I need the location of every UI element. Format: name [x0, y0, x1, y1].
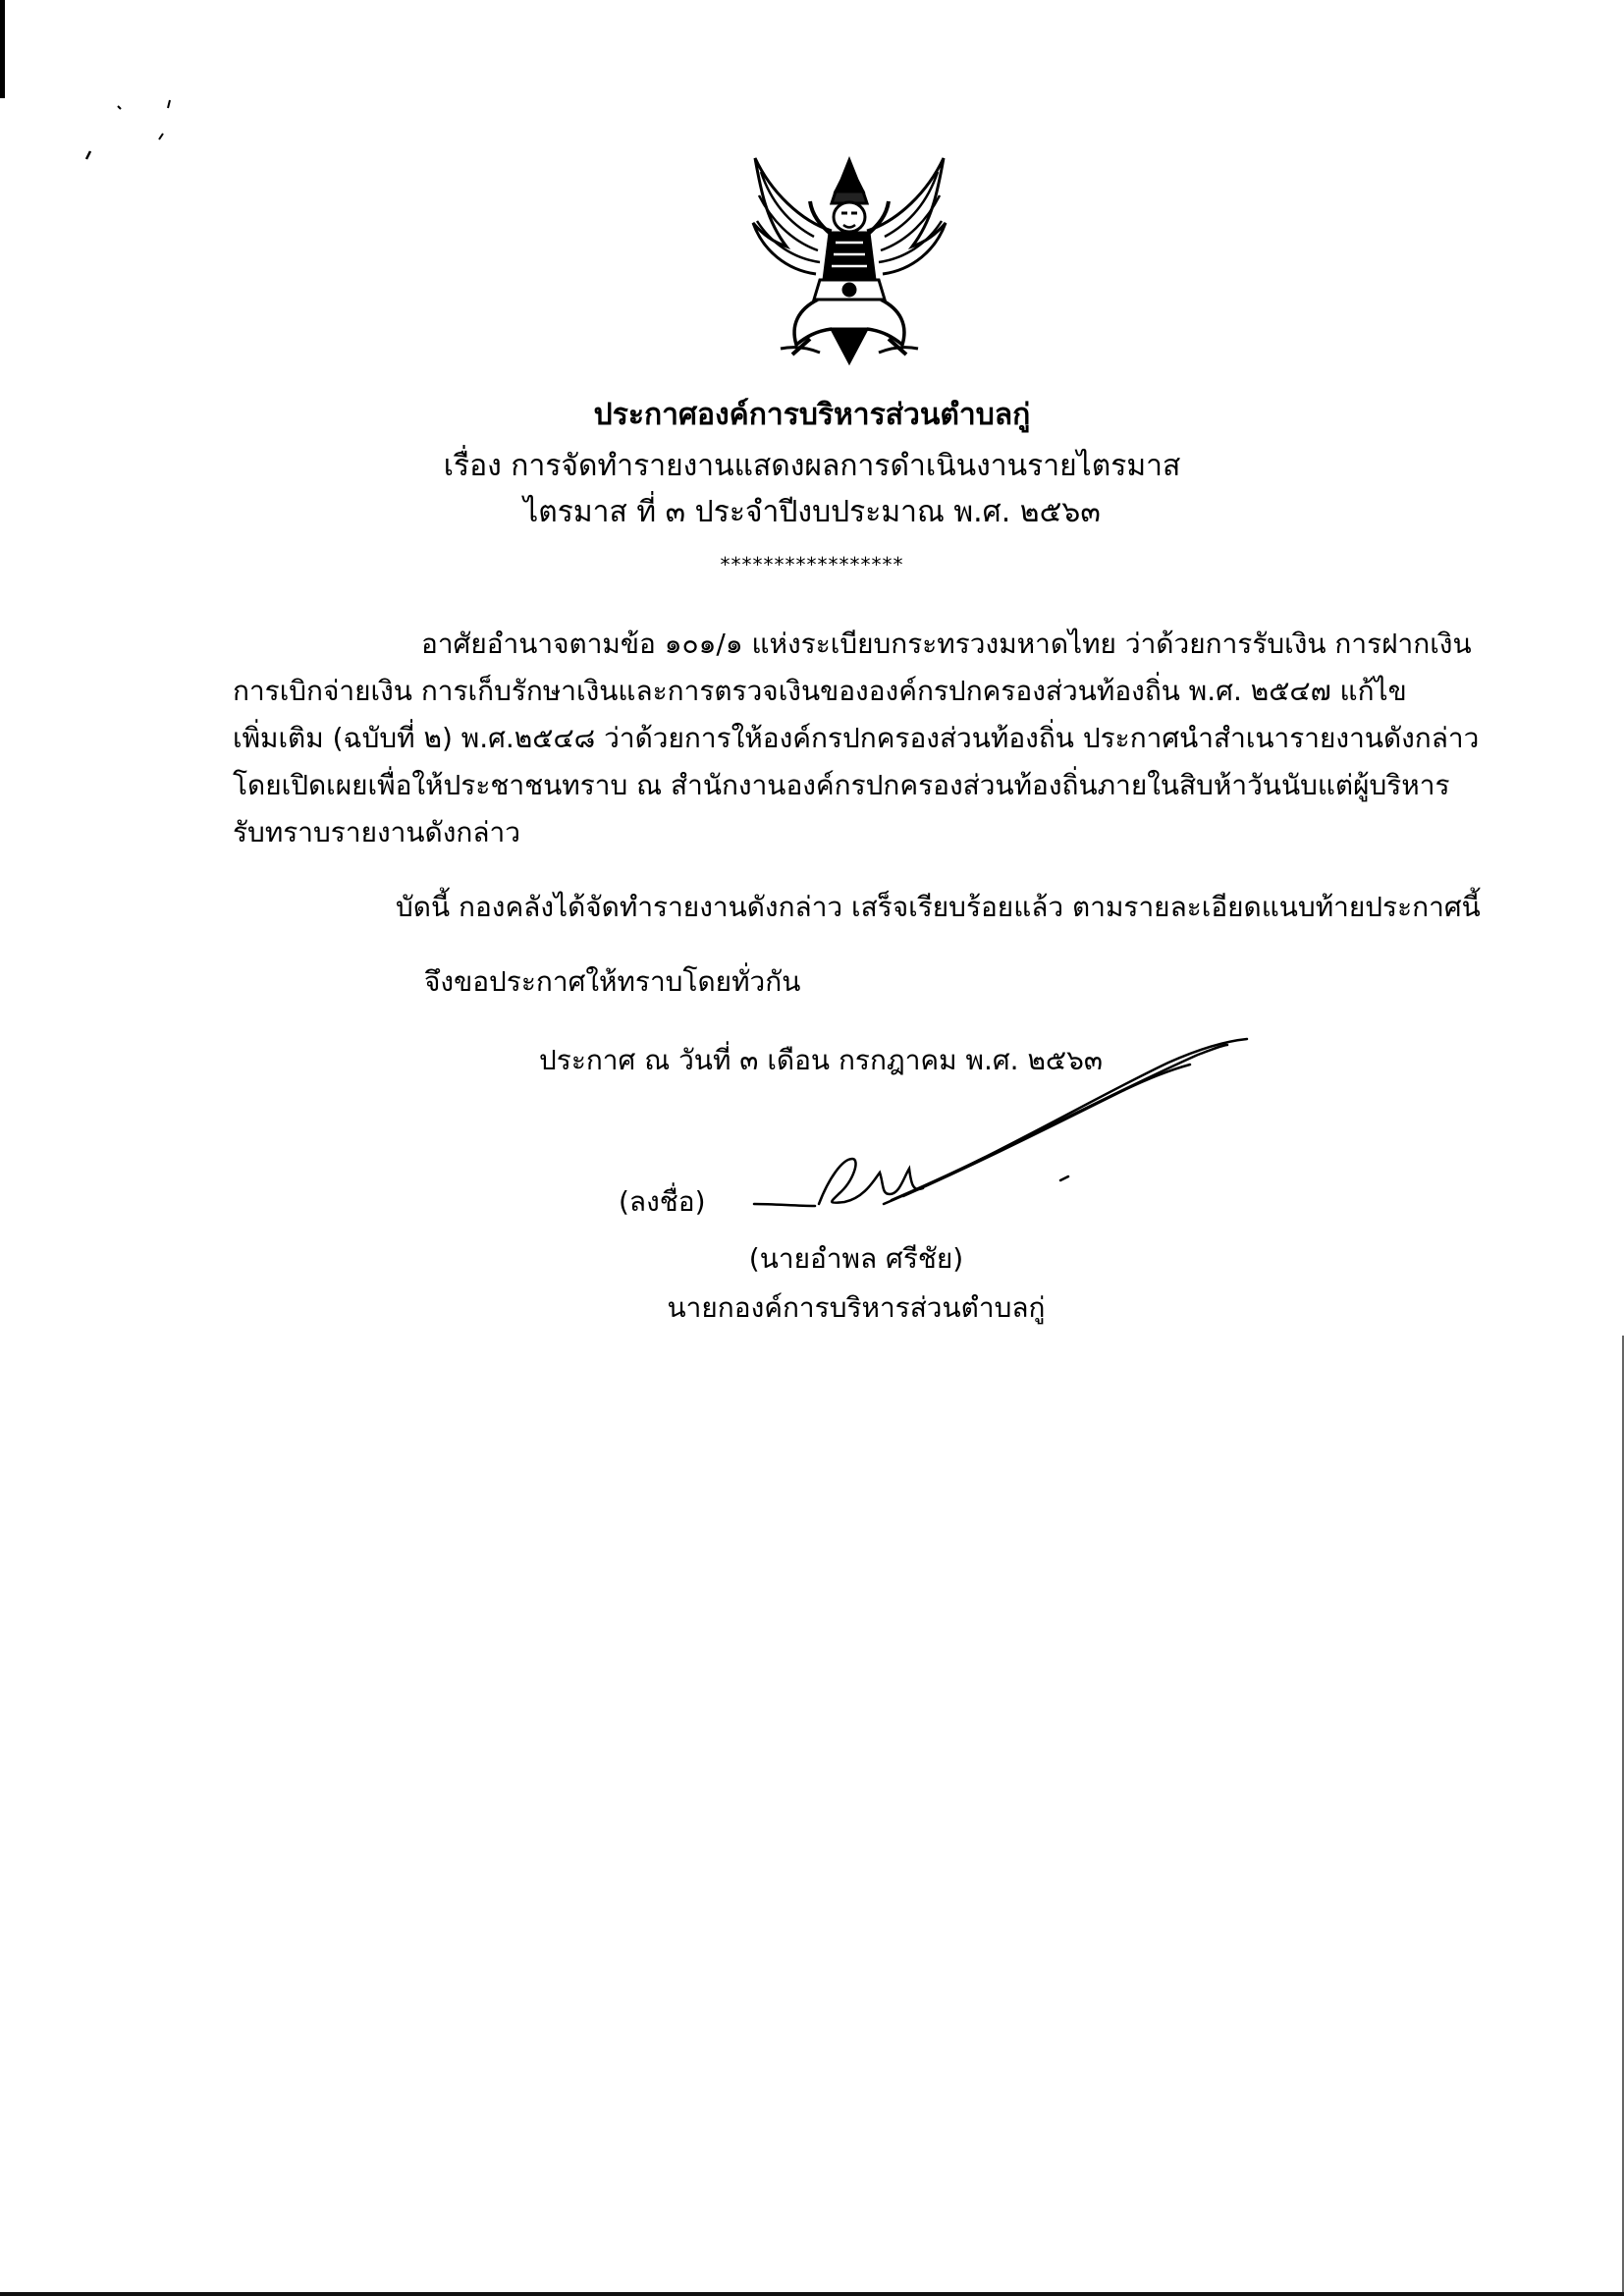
sign-label: (ลงชื่อ) — [619, 1185, 706, 1218]
paragraph-announce: จึงขอประกาศให้ทราบโดยทั่วกัน — [424, 965, 801, 998]
paragraph-line: อาศัยอำนาจตามข้อ ๑๐๑/๑ แห่งระเบียบกระทรวงมหาดไทย ว่าด้วยการรับเงิน การฝากเงิน — [421, 628, 1472, 660]
signer-name: (นายอำพล ศรีชัย) — [748, 1242, 964, 1275]
announcement-title: ประกาศองค์การบริหารส่วนตำบลกู่ — [593, 398, 1031, 432]
paragraph-report-done: บัดนี้ กองคลังได้จัดทำรายงานดังกล่าว เสร็จเรียบร้อยแล้ว ตามรายละเอียดแนบท้ายประกาศนี้ — [396, 891, 1481, 923]
announcement-date: ประกาศ ณ วันที่ ๓ เดือน กรกฎาคม พ.ศ. ๒๕๖๓ — [539, 1044, 1103, 1076]
garuda-emblem-icon — [741, 152, 957, 368]
separator-stars: ***************** — [720, 553, 904, 576]
paragraph-line: การเบิกจ่ายเงิน การเก็บรักษาเงินและการตรวจเงินขององค์กรปกครองส่วนท้องถิ่น พ.ศ. ๒๕๔๗ แก้ไข — [233, 675, 1407, 707]
scan-specks — [69, 88, 187, 167]
paragraph-line: รับทราบรายงานดังกล่าว — [233, 816, 520, 848]
signer-title: นายกองค์การบริหารส่วนตำบลกู่ — [667, 1291, 1046, 1324]
announcement-subject: เรื่อง การจัดทำรายงานแสดงผลการดำเนินงานรายไตรมาส — [443, 449, 1181, 483]
signature-mark — [736, 1011, 1286, 1237]
paragraph-line: โดยเปิดเผยเพื่อให้ประชาชนทราบ ณ สำนักงานองค์กรปกครองส่วนท้องถิ่นภายในสิบห้าวันนับแต่ผู้บริหาร — [233, 769, 1450, 801]
scan-edge-bottom — [0, 2292, 1624, 2296]
announcement-quarter: ไตรมาส ที่ ๓ ประจำปีงบประมาณ พ.ศ. ๒๕๖๓ — [523, 495, 1101, 529]
scan-edge-left — [0, 0, 5, 98]
paragraph-line: เพิ่มเติม (ฉบับที่ ๒) พ.ศ.๒๕๔๘ ว่าด้วยการให้องค์กรปกครองส่วนท้องถิ่น ประกาศนำสำเนารายงานดังกล่าว — [233, 722, 1480, 754]
